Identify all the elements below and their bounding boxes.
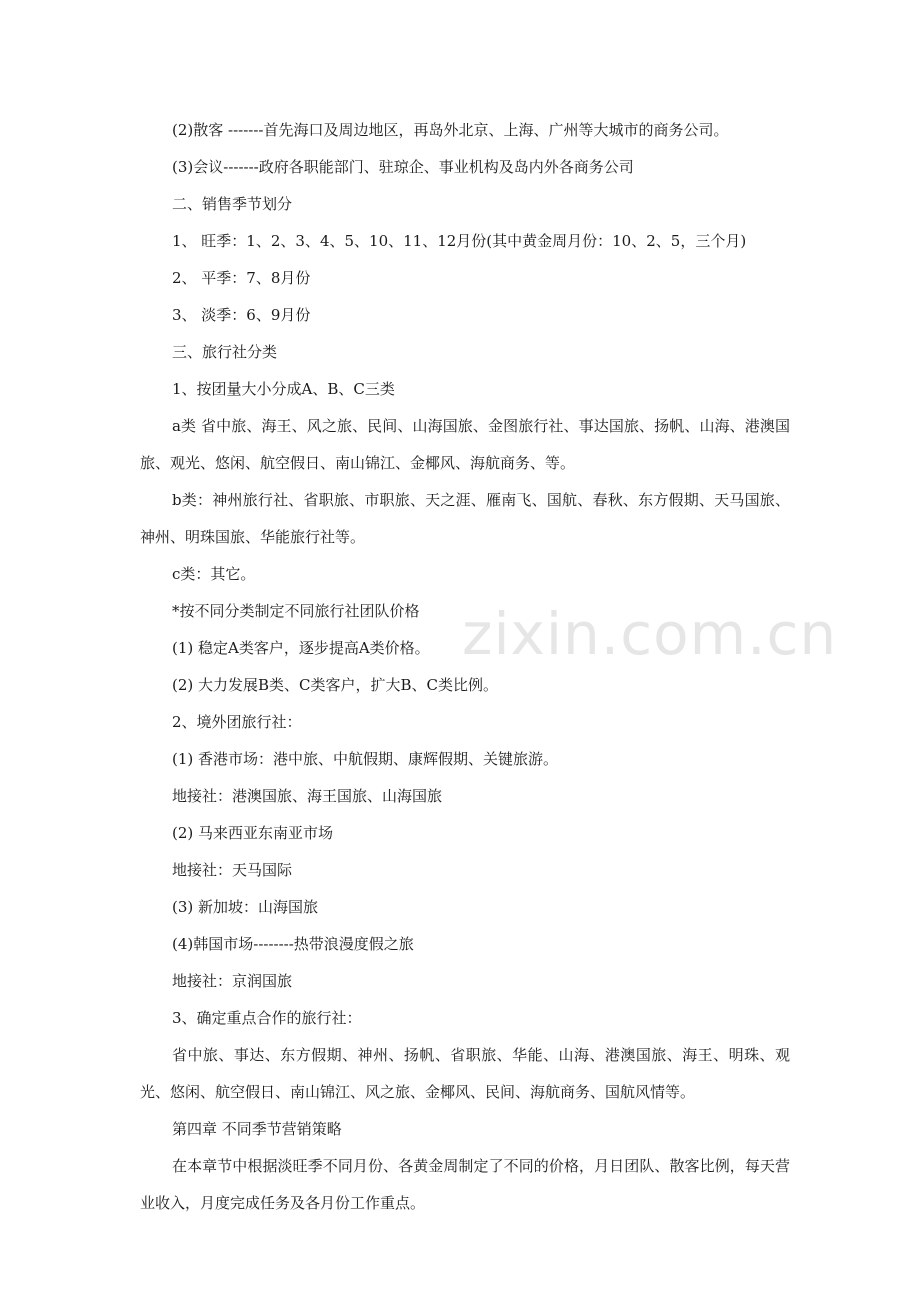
text-line: (4)韩国市场--------热带浪漫度假之旅 <box>172 935 414 953</box>
document-body <box>140 112 790 1222</box>
section-heading: 二、销售季节划分 <box>172 195 293 213</box>
text-line: 2、 平季：7、8月份 <box>172 269 311 287</box>
text-line: 1、 旺季：1、2、3、4、5、10、11、12月份(其中黄金周月份：10、2、5，三个月) <box>172 232 747 250</box>
text-line: (2)散客 -------首先海口及周边地区，再岛外北京、上海、广州等大城市的商务公司。 <box>172 121 729 139</box>
section-heading: 三、旅行社分类 <box>172 343 278 361</box>
text-line: 3、确定重点合作的旅行社： <box>172 1009 362 1027</box>
paragraph-partners: 省中旅、事达、东方假期、神州、扬帆、省职旅、华能、山海、港澳国旅、海王、明珠、观光、悠闲、航空假日、南山锦江、风之旅、金椰风、民间、海航商务、国航风情等。 <box>140 1046 790 1101</box>
text-line: c类：其它。 <box>172 565 256 583</box>
paragraph-class-a: a类 省中旅、海王、风之旅、民间、山海国旅、金图旅行社、事达国旅、扬帆、山海、港澳国旅、观光、悠闲、航空假日、南山锦江、金椰风、海航商务、等。 <box>140 417 790 472</box>
paragraph-intro: 在本章节中根据淡旺季不同月份、各黄金周制定了不同的价格，月日团队、散客比例，每天营业收入，月度完成任务及各月份工作重点。 <box>140 1157 790 1212</box>
watermark: zixin.com.cn <box>462 600 838 668</box>
text-line: 地接社：天马国际 <box>172 861 293 879</box>
text-line: (2) 马来西亚东南亚市场 <box>172 824 334 842</box>
text-line: (1) 香港市场：港中旅、中航假期、康辉假期、关键旅游。 <box>172 750 559 768</box>
text-line: (3)会议-------政府各职能部门、驻琼企、事业机构及岛内外各商务公司 <box>172 158 634 176</box>
text-line: (1) 稳定A类客户，逐步提高A类价格。 <box>172 639 430 657</box>
text-line: *按不同分类制定不同旅行社团队价格 <box>172 602 420 620</box>
text-line: 地接社：京润国旅 <box>172 972 293 990</box>
text-line: (3) 新加坡：山海国旅 <box>172 898 319 916</box>
paragraph-class-b: b类：神州旅行社、省职旅、市职旅、天之涯、雁南飞、国航、春秋、东方假期、天马国旅、神州、明珠国旅、华能旅行社等。 <box>140 491 790 546</box>
text-line: (2) 大力发展B类、C类客户，扩大B、C类比例。 <box>172 676 499 694</box>
chapter-title: 第四章 不同季节营销策略 <box>172 1120 342 1138</box>
text-line: 2、境外团旅行社： <box>172 713 302 731</box>
text-line: 3、 淡季：6、9月份 <box>172 306 311 324</box>
text-line: 地接社：港澳国旅、海王国旅、山海国旅 <box>172 787 443 805</box>
text-line: 1、按团量大小分成A、B、C三类 <box>172 380 395 398</box>
